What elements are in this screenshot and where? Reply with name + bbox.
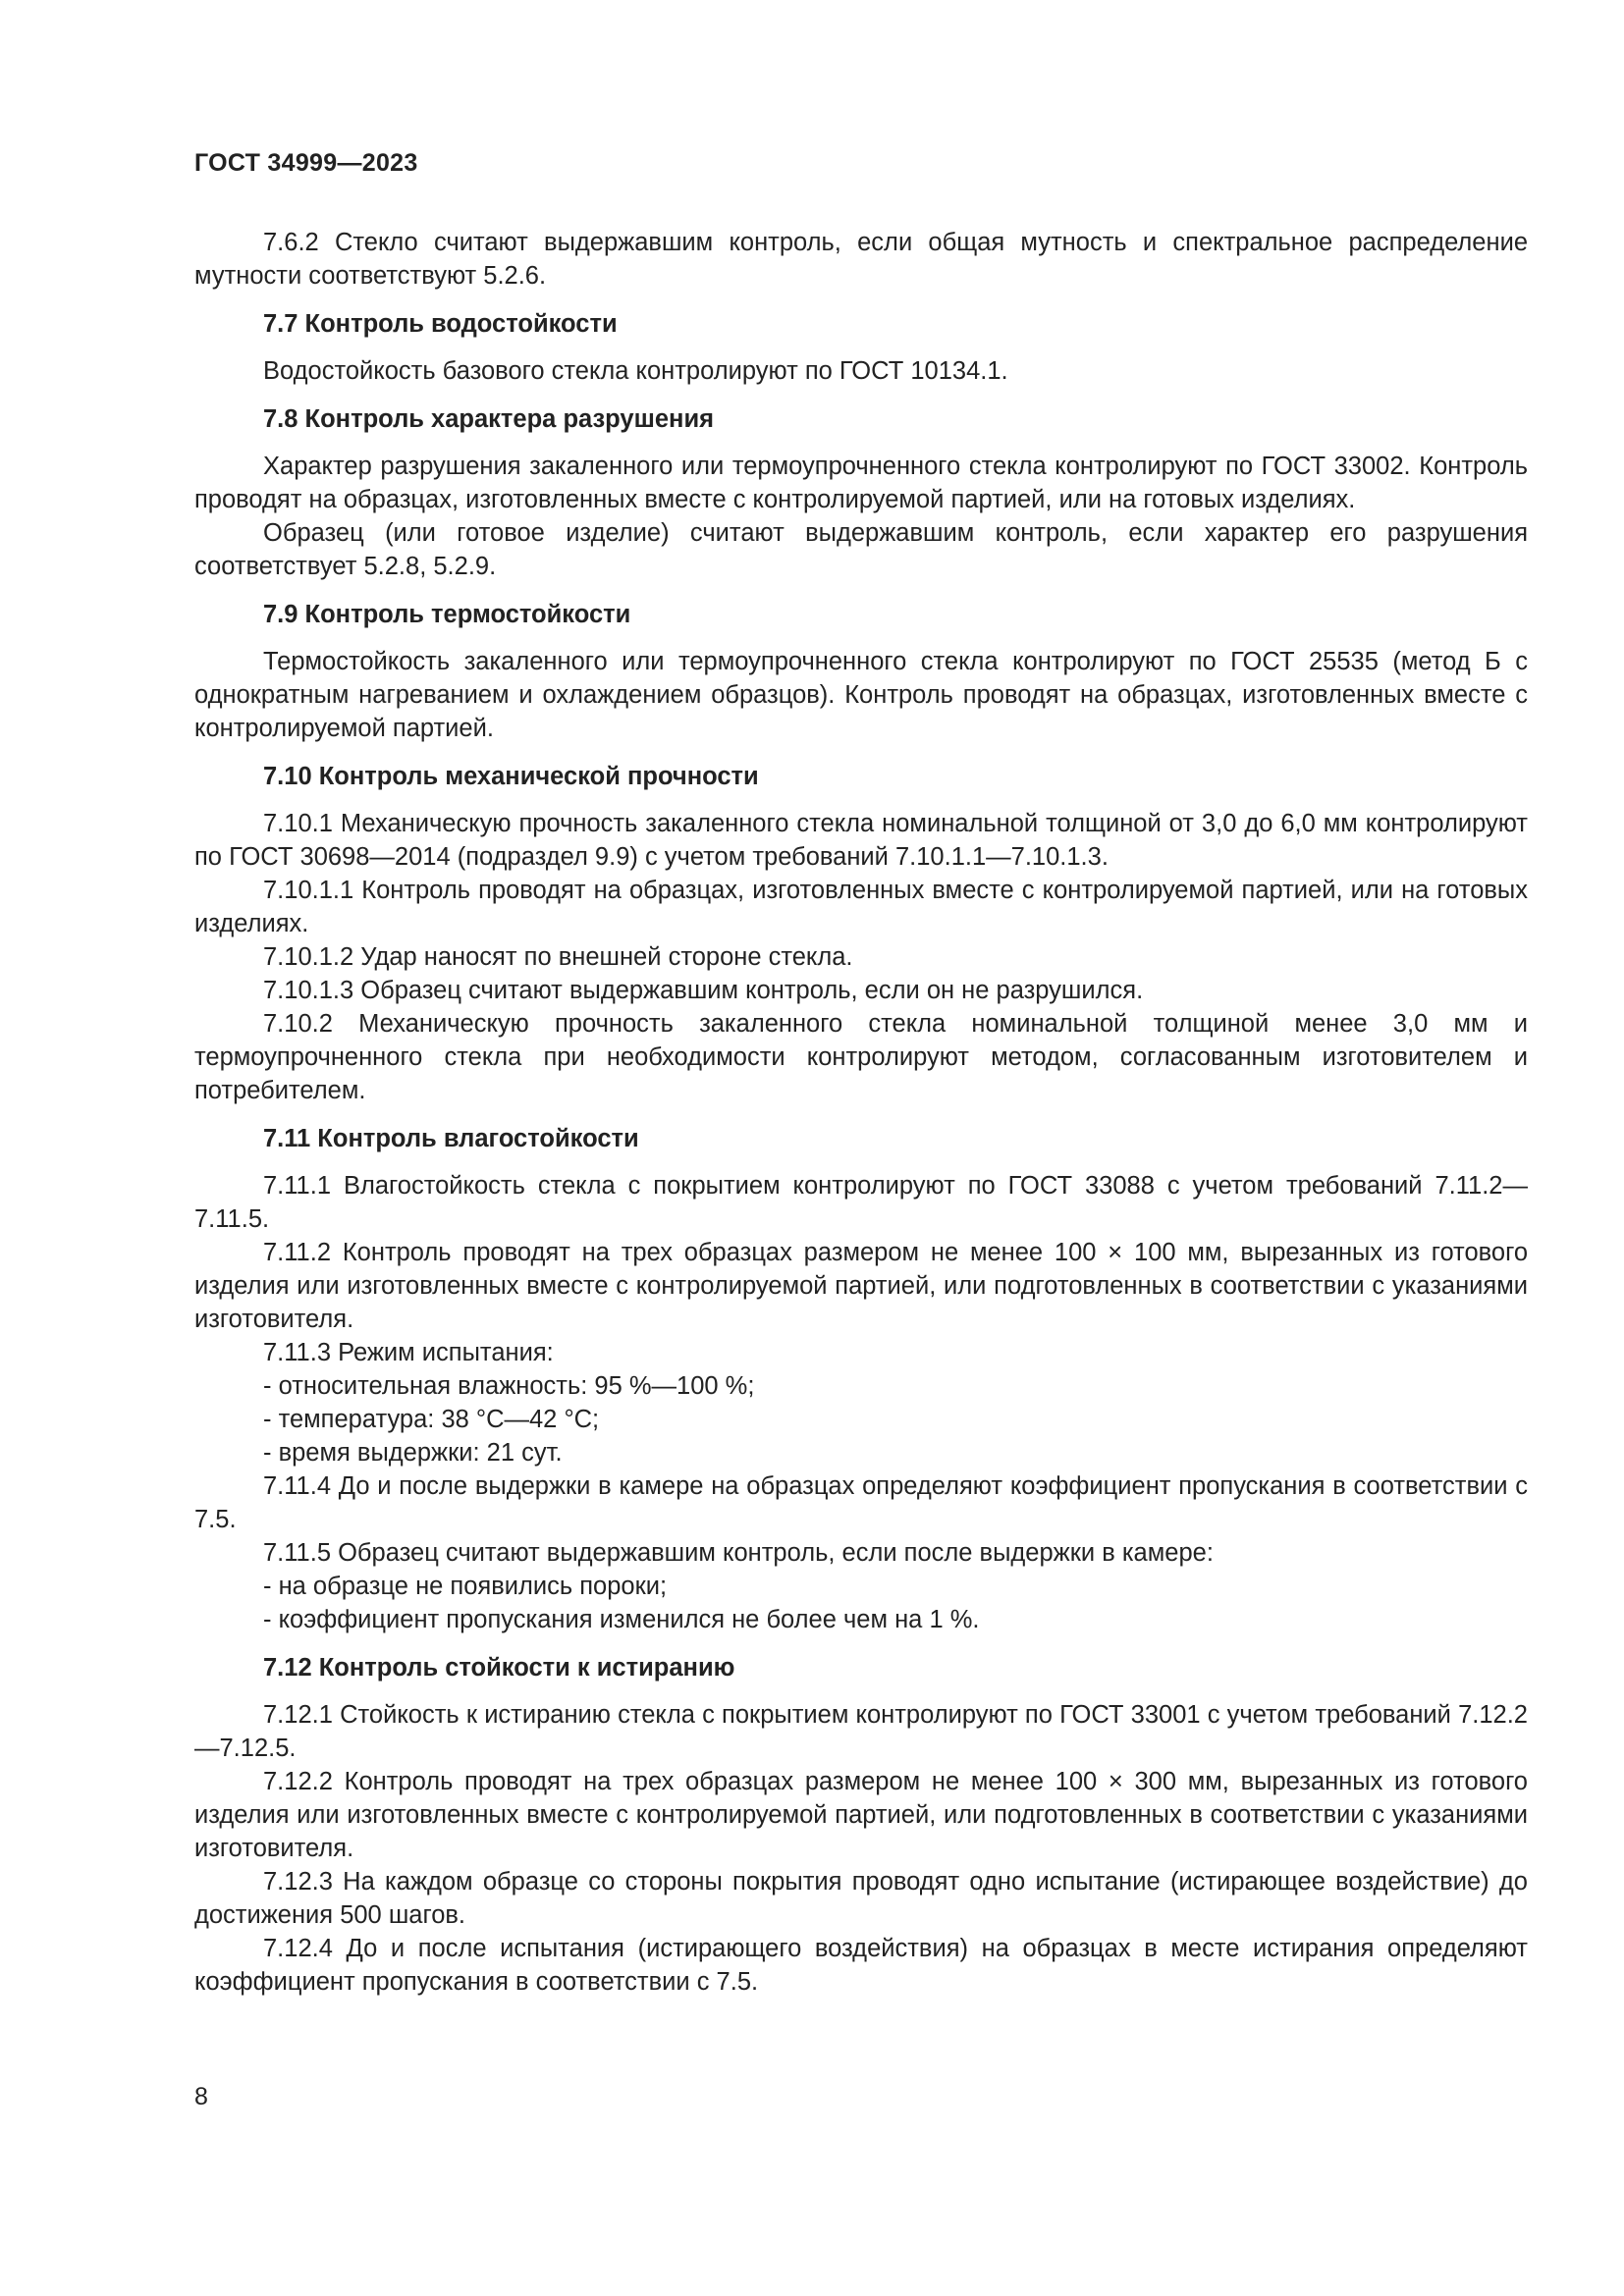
paragraph: 7.10.1.2 Удар наносят по внешней стороне стекла. bbox=[263, 943, 853, 971]
section-heading: 7.7 Контроль водостойкости bbox=[263, 310, 618, 338]
document-body bbox=[194, 226, 1528, 1999]
paragraph: 7.12.1 Стойкость к истиранию стекла с покрытием контролируют по ГОСТ 33001 с учетом требований 7.12.2—7.12.5. bbox=[194, 1701, 1528, 1762]
list-item: - коэффициент пропускания изменился не более чем на 1 %. bbox=[263, 1606, 980, 1633]
section-heading: 7.12 Контроль стойкости к истиранию bbox=[263, 1654, 735, 1682]
page-number: 8 bbox=[194, 2083, 208, 2110]
paragraph: 7.10.2 Механическую прочность закаленного стекла номинальной толщиной менее 3,0 мм и термоупрочненного стекла при необходимости контролируют методом, согласованным изготовителем и потребителем. bbox=[194, 1010, 1528, 1104]
section-heading: 7.8 Контроль характера разрушения bbox=[263, 405, 714, 433]
paragraph: 7.10.1.3 Образец считают выдержавшим контроль, если он не разрушился. bbox=[263, 977, 1144, 1004]
section-heading: 7.11 Контроль влагостойкости bbox=[263, 1125, 639, 1152]
paragraph: Термостойкость закаленного или термоупрочненного стекла контролируют по ГОСТ 25535 (метод Б с однократным нагреванием и охлаждением образцов). Контроль проводят на образцах, изготовленных вместе с контролируемой партией. bbox=[194, 648, 1528, 742]
paragraph: 7.12.3 На каждом образце со стороны покрытия проводят одно испытание (истирающее воздействие) до достижения 500 шагов. bbox=[194, 1868, 1528, 1929]
paragraph: Водостойкость базового стекла контролируют по ГОСТ 10134.1. bbox=[263, 357, 1008, 385]
list-item: - относительная влажность: 95 %—100 %; bbox=[263, 1372, 755, 1400]
paragraph: 7.11.5 Образец считают выдержавшим контроль, если после выдержки в камере: bbox=[263, 1539, 1214, 1567]
paragraph: 7.11.2 Контроль проводят на трех образцах размером не менее 100 × 100 мм, вырезанных из готового изделия или изготовленных вместе с контролируемой партией, или подготовленных в соответствии с указаниями изготовителя. bbox=[194, 1239, 1528, 1333]
paragraph: 7.11.1 Влагостойкость стекла с покрытием контролируют по ГОСТ 33088 с учетом требований 7.11.2—7.11.5. bbox=[194, 1172, 1528, 1233]
paragraph: 7.12.2 Контроль проводят на трех образцах размером не менее 100 × 300 мм, вырезанных из готового изделия или изготовленных вместе с контролируемой партией, или подготовленных в соответствии с указаниями изготовителя. bbox=[194, 1768, 1528, 1862]
paragraph: 7.10.1.1 Контроль проводят на образцах, изготовленных вместе с контролируемой партией, или на готовых изделиях. bbox=[194, 877, 1528, 937]
paragraph: 7.10.1 Механическую прочность закаленного стекла номинальной толщиной от 3,0 до 6,0 мм контролируют по ГОСТ 30698—2014 (подраздел 9.9) с учетом требований 7.10.1.1—7.10.1.3. bbox=[194, 810, 1528, 871]
section-heading: 7.9 Контроль термостойкости bbox=[263, 601, 631, 628]
list-item: - время выдержки: 21 сут. bbox=[263, 1439, 563, 1467]
section-heading: 7.10 Контроль механической прочности bbox=[263, 763, 759, 790]
paragraph: Характер разрушения закаленного или термоупрочненного стекла контролируют по ГОСТ 33002. Контроль проводят на образцах, изготовленных вместе с контролируемой партией, или на готовых изделиях. bbox=[194, 453, 1528, 513]
list-item: - температура: 38 °C—42 °C; bbox=[263, 1406, 600, 1433]
list-item: - на образце не появились пороки; bbox=[263, 1573, 668, 1600]
document-header: ГОСТ 34999—2023 bbox=[194, 149, 418, 177]
paragraph: 7.11.3 Режим испытания: bbox=[263, 1339, 554, 1366]
paragraph: Образец (или готовое изделие) считают выдержавшим контроль, если характер его разрушения соответствует 5.2.8, 5.2.9. bbox=[194, 519, 1528, 580]
paragraph: 7.11.4 До и после выдержки в камере на образцах определяют коэффициент пропускания в соответствии с 7.5. bbox=[194, 1472, 1528, 1533]
paragraph: 7.12.4 До и после испытания (истирающего воздействия) на образцах в месте истирания определяют коэффициент пропускания в соответствии с 7.5. bbox=[194, 1935, 1528, 1996]
paragraph: 7.6.2 Стекло считают выдержавшим контроль, если общая мутность и спектральное распределение мутности соответствуют 5.2.6. bbox=[194, 229, 1528, 290]
